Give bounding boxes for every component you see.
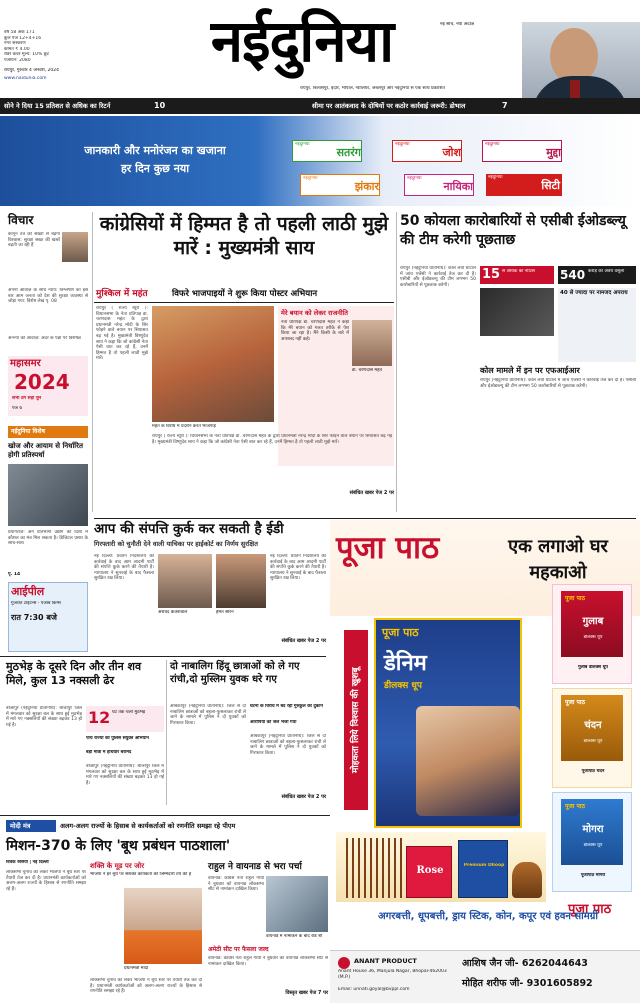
kejriwal-photo [158,554,212,608]
lead-body-more: रायपुर ( राज्य ब्यूरो ): विधानसभा के नेता प्रतिपक्ष डा. चरणदास महंत के द्वारा प्रधानमंत्री नरेन्द्र मोदी के सिर फोड़ने वाले बयान पर सियासत बढ़ गई है। मुख्यमंत्री विष्णुदेव साय ने कहा कि जो कांग्रेसी नेता ऐसी बात कर रहे हैं, उनमें हिम्मत है तो पहली लाठी मुझे मारें। [152,434,392,445]
contact-1[interactable]: आशिष जैन जी- 6262044643 [462,958,588,969]
property-body-more: नई दिल्ली: प्रवर्तन निदेशालय की कार्रवाई के बाद आम आदमी पार्टी की संपत्ति कुर्क करने की तैयारी है। न्यायालय ने सुनवाई के बाद फैसला सुरक्षित रख लिया। [270,554,326,582]
mahasamar-block[interactable] [8,356,88,416]
divider [0,815,330,816]
coal-body-more: रायपुर (नईदुनिया प्रतिनिधि): कोल लेवी घोटाले में जांच एजेंसी ने कार्रवाई तेज कर दी है। एसीबी और ईओडब्ल्यू की टीम लगभग 50 कारोबारियों से पूछताछ करेगी। [480,378,636,389]
supplement-tag-satrang[interactable]: नईदुनिया सतरंग [292,140,362,162]
hindu-continued[interactable]: संबंधित खबर पेज 2 पर [281,794,326,800]
divider [396,212,397,512]
modi-body-more: लोकसभा चुनाव को लेकर भाजपा ने बूथ स्तर पर तैयारी तेज कर दी है। प्रधानमंत्री कार्यकर्ताओं को अलग-अलग राज्यों के हिसाब से रणनीति समझा रहे हैं। [90,978,202,995]
vichar-label: विचार [8,213,34,227]
premium-box-label: Premium Dhoop [463,863,505,868]
modi-sub-box-text: भाजपा ने हर बूथ पर सशक्त कार्यकर्ता की जिम्मेदारी तय की है [90,872,192,877]
variant-chandan-label: पूजापाठ चंदन [581,769,605,774]
mudbhed-story [6,660,164,805]
ticker-left-page: 10 [154,101,166,110]
supplement-tag-mudda[interactable]: नईदुनिया मुद्दा [482,140,562,162]
property-story [94,520,326,650]
meta-line: वर्ष 58 अंक 171 [4,30,35,35]
incense-sticks [346,838,402,898]
stat1-num: 15 [482,267,501,282]
product-sub: डीलक्स धूप [384,681,422,691]
banner-line2: हर दिन कुछ नया [120,162,190,175]
lead-kicker: मुश्किल में महंत [96,289,148,299]
modi-body: लोकसभा चुनाव को लेकर भाजपा ने बूथ स्तर पर तैयारी तेज कर दी है। प्रधानमंत्री कार्यकर्ताओं को अलग-अलग राज्यों के हिसाब से रणनीति समझा रहे हैं। [6,870,86,892]
mudbhed-point: बड़ी मात्रा में हथियार बरामद [86,750,132,755]
vishesh-page: पृ. 14 [8,572,21,577]
mudbhed-body: बीजापुर (नईदुनिया प्रतिनिधि): बीजापुर जिले में मंगलवार को सुरक्षा बल के साथ हुई मुठभेड़ में मारे गए नक्सलियों की संख्या बढ़कर 13 हो गई है। [6,706,82,728]
masthead-website[interactable]: www.naidunia.com [4,76,47,81]
product-box [374,618,522,828]
ticker-right[interactable]: सीमा पर आतंकवाद के दोषियों पर कठोर कार्रवाई जरूरी: डोभाल [312,102,466,110]
dhoop-cones [512,862,542,898]
supplement-tag-josh[interactable]: नईदुनिया जोश [392,140,462,162]
modi-sub-box [90,862,202,886]
puja-path-ad[interactable] [330,520,640,1003]
vishesh-headline[interactable]: खोज और आयाम से निर्धारित होगी प्रतिस्पर्धा [8,442,83,459]
masthead-meta [4,30,74,64]
variant-mogra[interactable] [552,792,632,892]
ipl-sub: गुजरात टाइटन्स - पंजाब किंग्स [11,601,61,606]
mahasamar-year: 2024 [14,370,70,394]
variant-gulab[interactable] [552,584,632,684]
mahasamar-page: पेज 6 [12,406,23,411]
coal-body: रायपुर (नईदुनिया प्रतिनिधि): कोल लेवी घोटाले में जांच एजेंसी ने कार्रवाई तेज कर दी है। एसीबी और ईओडब्ल्यू की टीम लगभग 50 कारोबारियों से पूछताछ करेगी। [400,266,476,288]
modi-headline[interactable]: मिशन-370 के लिए 'बूथ प्रबंधन पाठशाला' [6,838,231,854]
rahul-continued[interactable]: विस्तृत खबर पेज 7 पर [285,990,328,996]
modi-byline: विवेक रुसिया | नई दिल्ली [6,860,49,865]
ad-brand-big: पूजा पाठ [336,530,440,566]
company-address: Anant House 36, Manjula Nagar, Bhopal-462003 (M.P.) [338,969,447,980]
ad-products-line: अगरबत्ती, धूपबत्ती, ड्राय स्टिक, कोन, कपूर एवं हवन सामग्री [378,911,598,922]
badge-text: घंटे तक चली मुठभेड़ [112,710,146,715]
modi-kicker: मोदी मंत्र [6,820,56,832]
modi-story [0,818,330,1003]
lead-story [94,212,394,517]
tag-josh-label: जोश [442,146,461,159]
badge-num: 12 [88,708,111,727]
tag-jhankar-label: झंकार [354,180,379,193]
meta-line: कुल पेज 12+4+16 [4,35,42,41]
mudbhed-point: पांच राज्यों की पुलिस संयुक्त अभियान [86,736,149,741]
supplement-tag-jhankar[interactable]: नईदुनिया झंकार [300,174,380,196]
divider [94,302,394,303]
meta-line: कीमत ₹ 4.00 [4,46,30,52]
rahul-headline[interactable]: राहुल ने वायनाड से भरा पर्चा [208,862,302,872]
mudbhed-headline[interactable]: मुठभेड़ के दूसरे दिन और तीन शव मिले, कुल 13 नक्सली ढेर [6,660,142,687]
ticker-bar [0,98,640,114]
vichar-item[interactable]: कानून तंत्र की सख्ती से बढ़ेगा विश्वास: सुरक्षा सख्त की खबरें बढ़ती जा रही हैं [8,232,60,249]
product-brand-small: पूजा पाठ [382,626,419,639]
masthead [0,0,640,98]
variant-chandan-box: पूजा पाठ चंदन डीलक्स धूप [561,695,623,761]
masthead-date: रायपुर, गुरुवार 4 जनवरी, 2024 [4,68,59,73]
modi-photo-caption: प्रधानमंत्री मोदी [124,966,149,971]
property-continued[interactable]: संबंधित खबर पेज 2 पर [281,638,326,644]
hindu-story [170,660,326,805]
banner-line1: जानकारी और मनोरंजन का खजाना [84,144,226,157]
stat2-text: करोड़ की अवैध वसूली [588,269,625,274]
variant-gulab-name: गुलाब [582,616,604,627]
lead-photo [152,306,274,422]
ipl-promo[interactable] [8,582,88,652]
variant-mogra-label: पूजापाठ मोगरा [580,873,606,878]
variant-mogra-box: पूजा पाठ मोगरा डीलक्स धूप [561,799,623,865]
ticker-left[interactable]: सोने ने दिया 15 प्रतिशत से अधिक का रिटर्न [4,102,111,110]
rahul-amethi: अमेठी सीट पर फैसला जल्द [208,946,269,953]
vishesh-photo [8,464,88,526]
ad-footer [330,950,640,1003]
divider [92,212,93,512]
quote-person-photo [352,320,392,366]
vishesh-label: नईदुनिया विशेष [8,426,88,438]
hindu-headline[interactable]: दो नाबालिग हिंदू छात्राओं को ले गए रांची,दो मुस्लिम युवक धरे गए [170,661,300,685]
vichar-photo [62,232,88,262]
variant-gulab-label: गुलाब डीलक्स धूप [578,665,608,670]
hindu-body: अंबिकापुर (नईदुनिया प्रतिनिधि): जिले से दो नाबालिग छात्राओं को बहला-फुसलाकर रांची ले जाने के मामले में पुलिस ने दो युवकों को गिरफ्तार किया। [170,704,246,726]
vichar-item[interactable]: अनन्या की आवाज़: अंदर के पन्नों पर विशेषज्ञ [8,336,81,341]
soren-photo [216,554,266,608]
product-row [336,832,546,902]
meta-line: नगर संस्करण [4,41,26,47]
supplement-banner [0,116,640,206]
doval-photo [522,22,640,106]
supplement-tag-nayika[interactable]: नईदुनिया नायिका [404,174,474,196]
coal-side-title: 40 से ज्यादा पर नामजद अपराध [560,290,628,296]
lead-subhead: विफरे भाजपाइयों ने शुरू किया पोस्टर अभियान [172,289,318,299]
naidunia-logo: नईदुनिया [210,7,394,75]
product-woman-image [416,706,520,816]
quote-person: डा. चरणदास महंत [352,368,383,373]
masthead-tagline: नई सोच, नया अंदाज़ [440,22,475,27]
mudbhed-body-more: बीजापुर (नईदुनिया प्रतिनिधि): बीजापुर जिले में मंगलवार को सुरक्षा बल के साथ हुई मुठभेड़ में मारे गए नक्सलियों की संख्या बढ़कर 13 हो गई है। [86,764,164,786]
coal-photo [480,288,554,336]
tag-city-label: सिटी [541,179,560,192]
quote-box-text: नेता प्रतिपक्ष डा. चरणदास महंत ने कहा कि मेरे बयान को गलत तरीके से पेश किया जा रहा है। मैंने किसी के बारे में अपशब्द नहीं कहे। [281,320,349,342]
meta-line: पंजीयन: 2080 [4,57,31,63]
variant-chandan[interactable] [552,688,632,788]
divider [0,656,326,657]
mudbhed-badge [86,706,164,732]
ipl-title: आईपील [11,585,45,598]
coal-stat-2 [558,266,636,284]
divider [166,660,167,805]
meta-line: रीडर कवर मूल्य: 10% छूट [4,52,50,58]
hindu-point: आरोपियों को जेल भेजा गया [250,720,297,725]
product-name: डेनिम [384,651,427,676]
lead-continued[interactable]: संबंधित खबर पेज 2 पर [349,490,394,496]
company-email[interactable]: Email: unnati.goyal@bvppl.com [338,987,410,992]
property-subhead: गिरफ्तारी को चुनौती देने वाली याचिका पर हाईकोर्ट का निर्णय सुरक्षित [94,540,258,548]
stat1-text: से अधिक को नोटिस [502,269,535,274]
variant-mogra-name: मोगरा [582,824,604,835]
property-body: नई दिल्ली: प्रवर्तन निदेशालय की कार्रवाई के बाद आम आदमी पार्टी की संपत्ति कुर्क करने की तैयारी है। न्यायालय ने सुनवाई के बाद फैसला सुरक्षित रख लिया। [94,554,154,582]
rahul-body: वायनाड: कांग्रेस नेता राहुल गांधी ने बुधवार को वायनाड लोकसभा सीट से नामांकन दाखिल किया। [208,876,264,893]
modi-photo [124,888,202,964]
hindu-body-more: अंबिकापुर (नईदुनिया प्रतिनिधि): जिले से दो नाबालिग छात्राओं को बहला-फुसलाकर रांची ले जाने के मामले में पुलिस ने दो युवकों को गिरफ्तार किया। [250,734,326,756]
property-headline[interactable]: आप की संपत्ति कुर्क कर सकती है ईडी [94,521,284,537]
vishesh-text: प्रयागराज: अंग प्रतिभागी उद्योग की दिशा में कौशल का मंत्र मिल सकता है। डिजिटल प्रसार के साथ-साथ [8,530,88,547]
ad-vertical-text: मोहकता लिये विश्वास की खुशबू [344,630,368,810]
lead-headline[interactable]: कांग्रेसियों में हिम्मत है तो पहली लाठी मुझे मारें : मुख्यमंत्री साय [99,213,389,259]
ad-brand-logo-small: पूजा पाठ [568,902,612,917]
modi-sub-box-title: शक्ति के मूड पर जोर [90,862,145,870]
soren-caption: हेमंत सोरेन [216,610,234,615]
ad-tagline: एक लगाओ घर महकाओ [508,536,608,583]
masthead-editions: रायपुर, बिलासपुर, इंदौर, भोपाल, ग्वालियर, जबलपुर और नईदुनिया से एक साथ प्रकाशित [300,86,445,91]
lead-body: रायपुर ( राज्य ब्यूरो ): विधानसभा के नेता प्रतिपक्ष डा. चरणदास महंत के द्वारा प्रधानमंत्री नरेन्द्र मोदी के सिर फोड़ने वाले बयान पर सियासत बढ़ गई है। मुख्यमंत्री विष्णुदेव साय ने कहा कि जो कांग्रेसी नेता ऐसी बात कर रहे हैं, उनमें हिम्मत है तो पहली लाठी मुझे मारें। [96,306,148,362]
vichar-item[interactable]: अपनी आवाज़ के साथ न्याय: विश्लेषण का इस बार आम जनता को देश की सुरक्षा व्यवस्था से जोड़ा गया: विशेष लेख पृ. 08 [8,288,88,305]
rahul-photo [266,876,328,932]
rahul-body-more: वायनाड: कांग्रेस नेता राहुल गांधी ने बुधवार को वायनाड लोकसभा सीट से नामांकन दाखिल किया। [208,956,328,967]
tag-mudda-label: मुद्दा [546,146,561,159]
modi-kicker-line: अलग-अलग राज्यों के हिसाब से कार्यकर्ताओं को रणनीति समझा रहे पीएम [60,822,236,830]
variant-chandan-name: चंदन [584,720,602,731]
rose-box [406,846,452,898]
stat2-num: 540 [560,268,586,282]
coal-side-box [558,288,636,362]
divider [94,518,636,519]
coal-headline[interactable]: 50 कोयला कारोबारियों से एसीबी ईओडब्ल्यू की टीम करेगी पूछताछ [400,213,626,248]
quote-box-title: मेरे बयान को लेकर राजनीति [281,309,348,317]
mahasamar-title: महासमर [10,358,41,369]
company-name: ANANT PRODUCT [354,957,417,965]
supplement-tag-city[interactable]: नईदुनिया सिटी [486,174,562,196]
property-caption: अरविंद केजरीवाल [158,610,188,615]
company-logo-mark [338,957,350,969]
variant-gulab-box: पूजा पाठ गुलाब डीलक्स धूप [561,591,623,657]
ipl-time: रात 7:30 बजे [11,613,57,622]
rahul-caption: वायनाड में नामांकन के बाद रोड शो [266,934,323,939]
coal-sub-title: कोल मामले में इन पर एफआईआर [480,366,580,375]
hindu-point: घटना के विरोध में बंद रही गुरुकुल की दुकानें [250,704,323,709]
mahasamar-sub: सभी ठग सही चुनें [12,396,42,401]
coal-stat-1 [480,266,554,284]
coal-story [400,212,636,517]
ticker-right-page: 7 [502,101,508,110]
premium-box [458,840,508,898]
contact-2[interactable]: मोहित शरीफ जी- 9301605892 [462,978,593,989]
rose-box-label: Rose [416,865,444,876]
tag-satrang-label: सतरंग [336,146,361,159]
lead-photo-caption: महंत के विरोध में प्रदर्शन करते भाजपाई [152,424,216,429]
tag-nayika-label: नायिका [443,180,473,193]
